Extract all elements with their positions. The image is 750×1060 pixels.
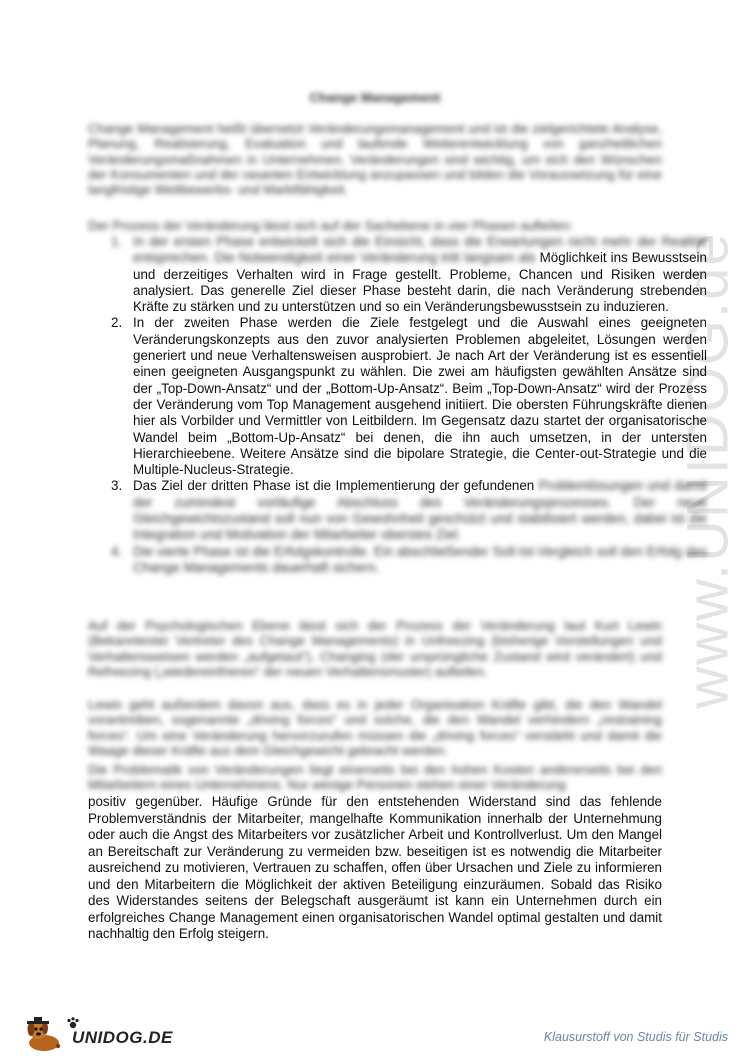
logo-text: UNIDOG.DE [72, 1028, 173, 1047]
phase-text: Das Ziel der dritten Phase ist die Implementierung der gefundenen [133, 478, 535, 494]
phase-number: 1. [111, 234, 123, 249]
resistance-paragraph: positiv gegenüber. Häufige Gründe für den entstehenden Widerstand sind das fehlende Problemverständnis der Mitarbeiter, mangelhafte Kommunikation innerhalb der Unternehmung oder auch die Angst des Mitarbeiters vor zusätzlicher Arbeit und Kontrollverlust. Um den Mangel an Bereitschaft zur Veränderung zu vermeiden bzw. beseitigen ist es notwendig die Mitarbeiter ausreichend zu motivieren, Vertrauen zu schaffen, offen über Ursachen und Ziele zu informieren und den Mitarbeitern die Möglichkeit der aktiven Beteiligung einzuräumen. Sobald das Risiko des Widerstandes seitens der Belegschaft ausgeräumt ist kann ein Unternehmen durch ein erfolgreiches Change Management einen organisatorischen Wandel optimal gestalten und damit nachhaltig den Erfolg steigern. [88, 794, 662, 941]
phase-text: In der zweiten Phase werden die Ziele festgelegt und die Auswahl eines geeigneten Veränderungskonzepts aus den zuvor analysierten Problemen abgeleitet, Lösungen werden generiert und neue Verhaltensweisen ausprobiert. Je nach Art der Veränderung ist es essentiell einen geeigneten Ausgangspunkt zu wählen. Die zwei am häufigsten gewählten Ansätze sind der „Top-Down-Ansatz“ und der „Bottom-Up-Ansatz“. Beim „Top-Down-Ansatz“ wird der Prozess der Veränderung vom Top Management ausgehend initiiert. Die obersten Führungskräfte dienen hier als Vorbilder und Vermittler von Leitbildern. Im Gegensatz dazu startet der organisatorische Wandel beim „Bottom-Up-Ansatz“ bei denen, die ihn auch umsetzen, in der untersten Hierarchieebene. Weitere Ansätze sind die bipolare Strategie, die Center-out-Strategie und die Multiple-Nucleus-Strategie. [133, 315, 707, 478]
phase-item-4 [111, 543, 707, 577]
footer-tagline: Klausurstoff von Studis für Studis [543, 1030, 728, 1044]
forces-paragraph: Lewin geht außerdem davon aus, dass es in jeder Organisation Kräfte gibt, die den Wandel vorantreiben, sogenannte „driving forces“ und solche, die den Wandel verhindern „restraining forces“. Um eine Veränderung hervorzurufen müssen die „driving forces“ verstärkt und damit die Waage dieser Kräfte aus dem Gleichgewicht gebracht werden. [88, 697, 662, 758]
watermark-text: www.UNIDOG.de [675, 231, 741, 709]
phase-item-2 [111, 315, 707, 478]
phase-text-blurred: Problemlösungen und damit der zumindest vorläufige Abschluss des Veränderungsprozesses. Der neue Gleichgewichtszustand soll nun von Gewohnheit geschützt und stabilisiert werden, dabei ist die Integration und Motivation der Mitarbeiter oberstes Ziel. [133, 478, 707, 543]
dog-mascot-icon [22, 1016, 70, 1054]
phase-text: Möglichkeit ins Bewusstsein und derzeitiges Verhalten wird in Frage gestellt. Probleme, Chancen und Risiken werden analysiert. Das generelle Ziel dieser Phase besteht darin, die nach Veränderung strebenden Kräfte zu stärken und zu unterstützen und so ein Veränderungsbewusstsein zu induzieren. [133, 250, 707, 315]
phase-item-3 [111, 478, 707, 543]
unidog-logo[interactable] [22, 1016, 173, 1054]
phase-text-blurred: Die vierte Phase ist die Erfolgskontrolle. Ein abschließender Soll-Ist-Vergleich soll den Erfolg des Change Managements dauerhaft sichern. [133, 543, 707, 575]
document-title: Change Management [309, 90, 441, 105]
phases-list [88, 234, 707, 576]
phases-lead-sentence: Der Prozess der Veränderung lässt sich auf der Sachebene in vier Phasen aufteilen: [88, 218, 573, 233]
phase-text-blurred: In der ersten Phase entwickelt sich die Einsicht, dass die Erwartungen nicht mehr der Realität entsprechen. Die Notwendigkeit einer Veränderung tritt langsam als [133, 234, 707, 266]
intro-paragraph: Change Management heißt übersetzt Veränderungsmanagement und ist die zielgerichtete Analyse, Planung, Realisierung, Evaluation und laufende Weiterentwicklung von ganzheitlichen Veränderungsmaßnahmen in Unternehmen. Veränderungen sind wichtig, um sich den Wünschen der Konsumenten und der rasanten Entwicklung anzupassen und bilden die Voraussetzung für eine langfristige Wettbewerbs- und Marktfähigkeit. [88, 121, 662, 198]
resistance-paragraph-blurred: Die Problematik von Veränderungen liegt einerseits bei den hohen Kosten andererseits bei den Mitarbeitern eines Unternehmens. Nur wenige Personen stehen einer Veränderung [88, 762, 662, 793]
phase-number: 3. [111, 478, 123, 494]
phase-item-1 [111, 234, 707, 315]
phase-number: 4. [111, 543, 123, 559]
lewin-phases-paragraph: Auf der Psychologischen Ebene lässt sich der Prozess der Veränderung laut Kurt Lewin (Bekanntester Vertreter des Change Managements) in Unfreezing (bisherige Vorstellungen und Verhaltensweisen werden „aufgetaut“), Changing (der ursprüngliche Zustand wird verändert) und Refreezing („wiedereinfrieren“ der neuen Verhaltensmuster) aufteilen. [88, 618, 662, 679]
phase-number: 2. [111, 315, 123, 331]
